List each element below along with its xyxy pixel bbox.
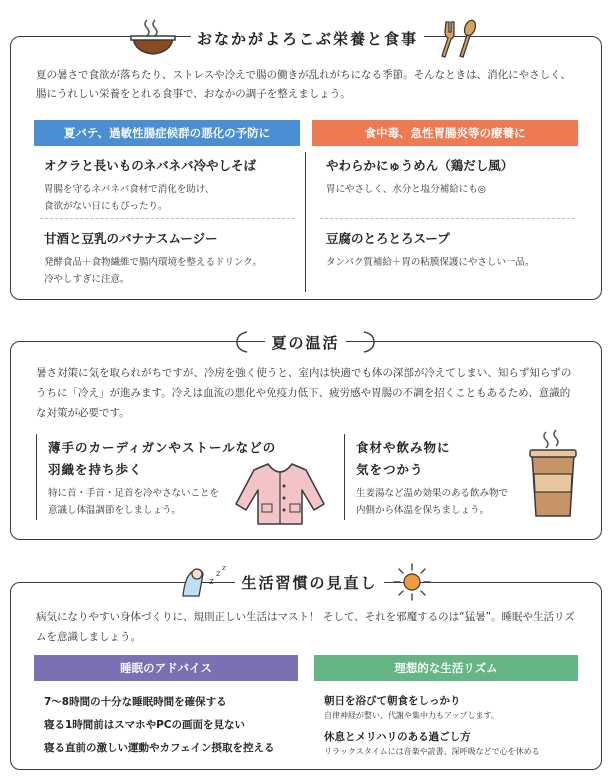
lifestyle-section-header <box>0 562 611 602</box>
cardigan-desc-1: 特に首・手首・足首を冷やさないことを <box>48 488 220 499</box>
okra-soba-desc-1: 胃腸を守るネバネバ食材で消化を助け、 <box>44 184 215 195</box>
sleep-advice-header-bar: 睡眠のアドバイス <box>34 655 298 681</box>
sleeping-icon <box>179 562 233 602</box>
cardigan-title-1: 薄手のカーディガンやストールなどの <box>48 440 277 455</box>
nutrition-section-header <box>0 18 611 58</box>
tofu-soup-desc: タンパク質補給＋胃の粘膜保護にやさしい一品。 <box>326 257 535 268</box>
sleep-bullet-1: 7〜8時間の十分な睡眠時間を確保する <box>44 696 227 708</box>
okra-soba-desc-2: 食欲がない日にもぴったり。 <box>44 201 168 212</box>
warming-intro-line-1: 暑さ対策に気を取られがちですが、冷房を強く使うと、室内は快適でも体の深部が冷えてしまい、知らず知らずの <box>36 367 572 379</box>
hot-drink-cup-icon <box>528 428 578 520</box>
bracket-left-decoration <box>233 328 249 356</box>
right-header-bar: 食中毒、急性胃腸炎等の療養に <box>312 120 578 146</box>
smoothie-title: 甘酒と豆乳のバナナスムージー <box>44 231 218 246</box>
smoothie-desc-2: 冷やしすぎに注意。 <box>44 274 130 285</box>
bracket-right-decoration <box>362 328 378 356</box>
sun-icon <box>392 562 432 602</box>
nyumen-title: やわらかにゅうめん（鶏だし風） <box>326 158 514 173</box>
warming-right-accent <box>344 434 345 520</box>
svg-text:z: z <box>209 577 215 587</box>
soup-bowl-icon <box>129 18 177 58</box>
warming-intro-line-2: うちに「冷え」が進みます。冷えは血流の悪化や免疫力低下、疲労感や胃腸の不調を招くこともあるため、意識的 <box>36 387 571 399</box>
warming-left-accent <box>36 434 37 520</box>
tofu-soup-title: 豆腐のとろとろスープ <box>326 231 450 246</box>
warming-section-title: 夏の温活 <box>265 332 345 353</box>
rhythm-item-1-sub: 自律神経が整い、代謝や集中力もアップします。 <box>324 711 499 720</box>
lifestyle-section-title: 生活習慣の見直し <box>235 572 383 593</box>
lifestyle-intro-line-2: ムを意識しましょう。 <box>36 631 141 643</box>
svg-text:z: z <box>222 564 227 572</box>
sleep-bullet-2: 寝る1時間前はスマホやPCの画面を見ない <box>44 719 245 731</box>
food-drink-desc-2: 内側から体温を保ちましょう。 <box>356 505 490 516</box>
cardigan-desc-2: 意識し体温調節をしましょう。 <box>48 505 182 516</box>
nutrition-section-title: おなかがよろこぶ栄養と食事 <box>191 28 424 49</box>
lifestyle-intro-line-1: 病気になりやすい身体づくりに、規則正しい生活はマスト！ そして、それを邪魔するのは“猛暑”。睡眠や生活リズ <box>36 611 575 623</box>
nyumen-desc: 胃にやさしく、水分と塩分補給にも◎ <box>326 184 487 195</box>
left-header-bar: 夏バテ、過敏性腸症候群の悪化の予防に <box>34 120 300 146</box>
smoothie-desc-1: 発酵食品＋食物繊維で腸内環境を整えるドリンク。 <box>44 257 262 268</box>
okra-soba-title: オクラと長いものネバネバ冷やしそば <box>44 158 257 173</box>
rhythm-item-2-title: 休息とメリハリのある過ごし方 <box>324 731 471 743</box>
cardigan-icon <box>234 458 326 528</box>
fork-spoon-icon <box>438 18 482 58</box>
rhythm-item-2-sub: リラックスタイムには音楽や読書、深呼吸などで心を休める <box>324 747 540 756</box>
left-divider <box>40 218 295 219</box>
svg-text:z: z <box>216 569 221 578</box>
food-drink-desc-1: 生姜湯など温め効果のある飲み物で <box>356 488 509 499</box>
section1-center-divider <box>305 152 306 292</box>
cardigan-title-2: 羽織を持ち歩く <box>48 462 143 477</box>
nutrition-intro: 夏の暑さで食欲が落ちたり、ストレスや冷えで腸の働きが乱れがちになる季節。そんなときは、消化にやさしく、腸にうれしい栄養をとれる食事で、おなかの調子を整えましょう。 <box>36 69 571 100</box>
food-drink-title-2: 気をつかう <box>356 462 424 477</box>
warming-section-header <box>0 326 611 358</box>
life-rhythm-header-bar: 理想的な生活リズム <box>314 655 578 681</box>
rhythm-item-1-title: 朝日を浴びて朝食をしっかり <box>324 695 461 707</box>
sleep-bullet-3: 寝る直前の激しい運動やカフェイン摂取を控える <box>44 742 275 754</box>
food-drink-title-1: 食材や飲み物に <box>356 440 451 455</box>
right-divider <box>320 218 575 219</box>
warming-intro-line-3: な対策が必要です。 <box>36 407 130 419</box>
